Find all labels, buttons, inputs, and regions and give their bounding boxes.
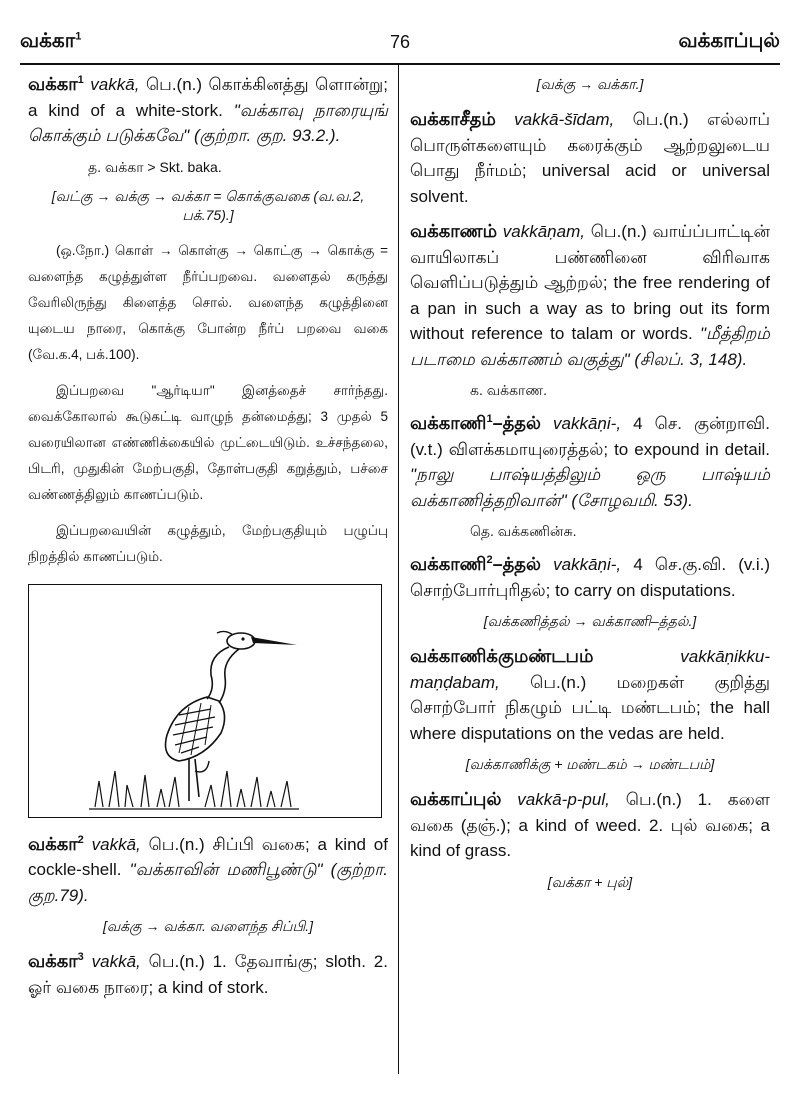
transliteration: vakkāṇi-, <box>553 555 622 574</box>
definition: பெ.(n.) சிப்பி வகை; a kind of cockle-shell. <box>28 834 388 879</box>
headword: வக்காணிக்குமண்டபம் <box>410 646 594 666</box>
heron-drawing <box>29 585 381 817</box>
page-number: 76 <box>389 32 411 52</box>
headword: வக்கா$^3$ <box>28 951 84 971</box>
header-left-guideword: வக்கா$^1$ <box>20 30 82 52</box>
column-divider <box>398 64 399 1074</box>
entry-vakka-2 <box>28 832 388 909</box>
definition: பெ.(n.) வாய்ப்பாட்டின் வாயிலாகப் பண்ணினை விரிவாக வெளிப்படுத்தும் ஆற்றல்; the free rendering of a pan in such a way as to bring out its form without reference to talam or words. <box>410 222 770 343</box>
entry-vakkappul <box>410 787 770 864</box>
explanatory-paragraph: (ஒ.நோ.) கொள் → கொள்கு → கொட்கு → கொக்கு = வளைந்த கழுத்துள்ள நீர்ப்பறவை. வளைதல் கருத்து வேரிலிருந்து கிளைத்த சொல். வளைந்த கழுத்தினை யுடைய நாரை, கொக்கு போன்ற நீர்ப் பறவை வகை (வே.க.4, பக்.100). <box>28 242 388 362</box>
left-column <box>28 72 388 1010</box>
derivation-note: [வக்கா + புல்] <box>547 873 633 890</box>
definition: பெ.(n.) கொக்கினத்து ளொன்று; a kind of a white-stork. <box>28 75 388 120</box>
citation: "வக்காவின் மணிபூண்டு" (குற்றா. குற.79). <box>28 860 388 905</box>
entry-vakkasidam <box>410 107 770 209</box>
transliteration: vakkā-šīdam, <box>514 110 615 129</box>
etymology: க. வக்காண. <box>470 382 548 398</box>
headword: வக்காணி$^1$–த்தல் <box>410 413 541 433</box>
derivation-note: [வக்கு → வக்கா.] <box>536 76 644 92</box>
definition: 4 செ. குன்றாவி.(v.t.) விளக்கமாயுரைத்தல்; to expound in detail. <box>410 414 770 459</box>
derivation-note: [வக்காணிக்கு + மண்டகம் → மண்டபம்] <box>465 756 715 772</box>
headword: வக்காப்புல் <box>410 789 502 809</box>
definition: பெ.(n.) மறைகள் குறித்து சொற்போர் நிகழும் பட்டி மண்டபம்; the hall where disputations on the vedas are held. <box>410 672 770 743</box>
definition: பெ.(n.) எல்லாப் பொருள்களையும் கரைக்கும் ஆற்றலுடைய பொது நீர்மம்; universal acid or universal solvent. <box>410 110 770 206</box>
heron-illustration <box>28 584 382 818</box>
explanatory-paragraph: இப்பறவை "ஆர்டியா" இனத்தைச் சார்ந்தது. வைக்கோலால் கூடுகட்டி வாழுந் தன்மைத்து; 3 முதல் 5 வரையிலான எண்ணிக்கையில் முட்டையிடும். உச்சந்தலை, பிடரி, முதுகின் மேற்பகுதி, தோள்பகுதி கறுத்தும், பச்சை வண்ணத்திலும் காணப்படும். <box>28 382 388 502</box>
transliteration: vakkāṇam, <box>502 222 585 241</box>
transliteration: vakkāṇikku-maṇḍabam, <box>410 647 770 692</box>
headword: வக்கா$^2$ <box>28 833 84 854</box>
headword: வக்காணி$^2$–த்தல் <box>410 554 541 574</box>
transliteration: vakkā, <box>90 75 140 94</box>
entry-vakkani-1 <box>410 411 770 513</box>
entry-vakkanikkumandabam <box>410 644 770 746</box>
right-column <box>410 72 770 905</box>
etymology: த. வக்கா > Skt. baka. <box>88 158 222 175</box>
derivation-note: [வக்கு → வக்கா. வளைந்த சிப்பி.] <box>103 918 313 934</box>
headword: வக்கா$^1$ <box>28 74 84 94</box>
page-header <box>20 30 780 60</box>
definition: 4 செ.கு.வி. (v.i.) சொற்போர்புரிதல்; to carry on disputations. <box>410 555 770 600</box>
entry-vakkani-2 <box>410 552 770 603</box>
definition: பெ.(n.) 1. தேவாங்கு; sloth. 2. ஓர் வகை நாரை; a kind of stork. <box>28 952 388 997</box>
derivation-note: [வட்கு → வக்கு → வக்கா = கொக்குவகை (வ.வ.2, பக்.75).] <box>51 187 365 223</box>
entry-vakka-1 <box>28 72 388 149</box>
header-right-guideword: வக்காப்புல் <box>678 30 780 52</box>
header-rule <box>20 63 780 65</box>
definition: பெ.(n.) 1. களை வகை (தஞ்.); a kind of weed. 2. புல் வகை; a kind of grass. <box>410 790 770 860</box>
transliteration: vakkā, <box>91 952 141 971</box>
citation: "நாலு பாஷ்யத்திலும் ஒரு பாஷ்யம் வக்காணித்தறிவான்" (சோழவமி. 53). <box>410 465 770 510</box>
derivation-note: [வக்கணித்தல் → வக்காணி–த்தல்.] <box>483 613 697 629</box>
etymology: தெ. வக்கணின்சு. <box>470 523 577 539</box>
headword: வக்காணம் <box>410 221 498 241</box>
explanatory-paragraph: இப்பறவையின் கழுத்தும், மேற்பகுதியும் பழுப்பு நிறத்தில் காணப்படும். <box>28 522 388 564</box>
entry-vakka-3 <box>28 949 388 1000</box>
headword: வக்காசீதம் <box>410 109 496 129</box>
transliteration: vakkā-p-pul, <box>517 790 610 809</box>
citation: "வக்காவு நாரையுங் கொக்கும் படுக்கவே" (குற்றா. குற. 93.2.). <box>28 100 388 145</box>
citation: "மீத்திறம் படாமை வக்காணம் வகுத்து" (சிலப். 3, 148). <box>410 324 770 369</box>
entry-vakkanam <box>410 219 770 372</box>
transliteration: vakkāṇi-, <box>553 414 622 433</box>
transliteration: vakkā, <box>91 834 141 854</box>
